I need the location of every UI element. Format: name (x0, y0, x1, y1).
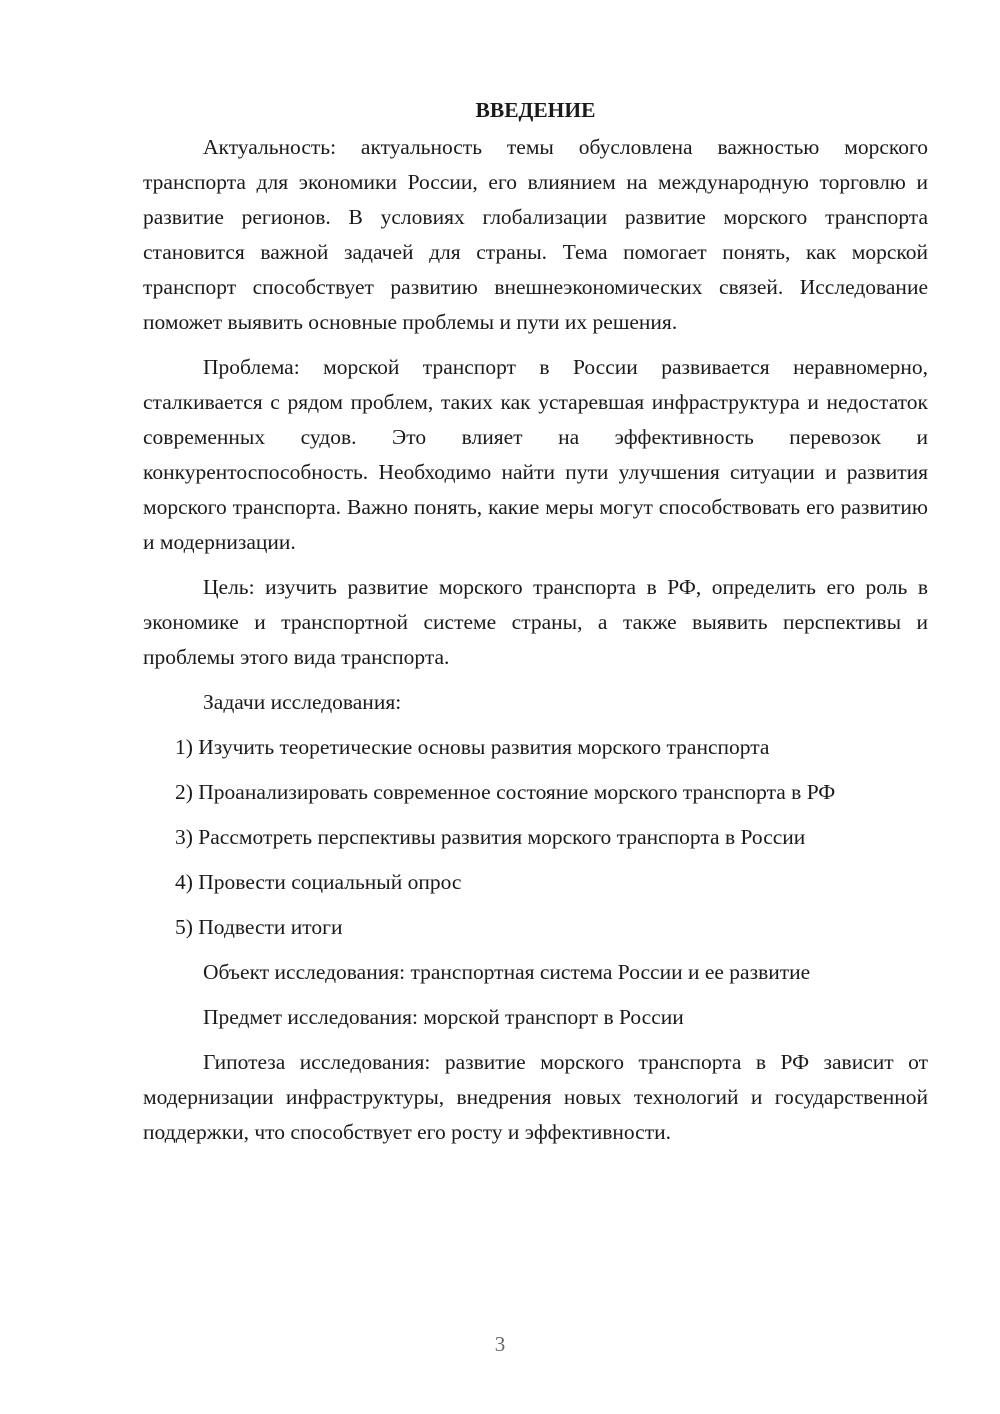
task-item-3: 3) Рассмотреть перспективы развития морского транспорта в России (175, 825, 806, 849)
research-object: Объект исследования: транспортная система России и ее развитие (203, 960, 811, 984)
paragraph-actuality: Актуальность: актуальность темы обусловлена важностью морского транспорта для экономики России, его влиянием на международную торговлю и развитие регионов. В условиях глобализации развитие морского транспорта становится важной задачей для страны. Тема помогает понять, как морской транспорт способствует развитию внешнеэкономических связей. Исследование поможет выявить основные проблемы и пути их решения. (143, 135, 928, 334)
paragraph-problem: Проблема: морской транспорт в России развивается неравномерно, сталкивается с рядом проблем, таких как устаревшая инфраструктура и недостаток современных судов. Это влияет на эффективность перевозок и конкурентоспособность. Необходимо найти пути улучшения ситуации и развития морского транспорта. Важно понять, какие меры могут способствовать его развитию и модернизации. (143, 355, 928, 554)
page-content (143, 93, 928, 1160)
page-title: ВВЕДЕНИЕ (475, 98, 596, 122)
tasks-heading: Задачи исследования: (203, 690, 402, 714)
research-subject: Предмет исследования: морской транспорт в России (203, 1005, 684, 1029)
paragraph-hypothesis: Гипотеза исследования: развитие морского транспорта в РФ зависит от модернизации инфраструктуры, внедрения новых технологий и государственной поддержки, что способствует его росту и эффективности. (143, 1050, 928, 1144)
task-item-4: 4) Провести социальный опрос (175, 870, 462, 894)
task-item-1: 1) Изучить теоретические основы развития морского транспорта (175, 735, 770, 759)
page-number: 3 (494, 1332, 506, 1356)
paragraph-goal: Цель: изучить развитие морского транспорта в РФ, определить его роль в экономике и транспортной системе страны, а также выявить перспективы и проблемы этого вида транспорта. (143, 575, 928, 669)
task-item-5: 5) Подвести итоги (175, 915, 343, 939)
task-item-2: 2) Проанализировать современное состояние морского транспорта в РФ (175, 780, 836, 804)
